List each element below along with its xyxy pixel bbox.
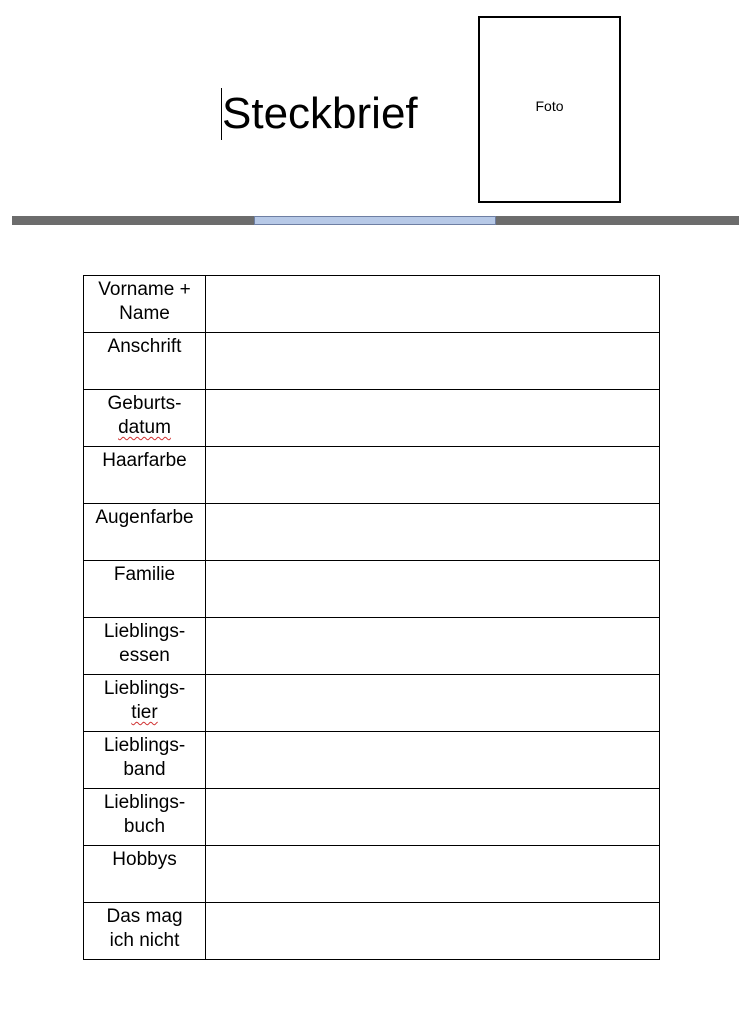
field-label-line2: buch <box>123 816 166 837</box>
field-label-cell[interactable] <box>84 447 206 504</box>
field-label-line1: Anschrift <box>107 336 182 357</box>
field-label-line1: Vorname + <box>98 279 191 300</box>
field-label-line1: Das mag <box>106 906 183 927</box>
field-value-cell[interactable] <box>206 390 660 447</box>
field-label-line1: Lieblings- <box>103 735 186 756</box>
field-value-cell[interactable] <box>206 504 660 561</box>
photo-placeholder-box[interactable] <box>478 16 621 203</box>
profile-table <box>83 275 660 960</box>
field-value-cell[interactable] <box>206 276 660 333</box>
field-label-cell[interactable] <box>84 732 206 789</box>
table-row <box>84 504 660 561</box>
page-title[interactable]: Steckbrief <box>222 89 418 138</box>
field-label-line1: Hobbys <box>112 849 177 870</box>
field-value-cell[interactable] <box>206 846 660 903</box>
table-row <box>84 903 660 960</box>
field-label-cell[interactable] <box>84 618 206 675</box>
spellcheck-underline: datum <box>118 417 171 438</box>
field-label-cell[interactable] <box>84 675 206 732</box>
field-label-line1: Lieblings- <box>103 678 186 699</box>
field-value-cell[interactable] <box>206 789 660 846</box>
field-label-cell[interactable] <box>84 789 206 846</box>
table-row <box>84 276 660 333</box>
field-label-line2: ich nicht <box>109 930 180 951</box>
field-value-cell[interactable] <box>206 732 660 789</box>
divider-selection-handle[interactable] <box>254 216 496 225</box>
field-label-cell[interactable] <box>84 903 206 960</box>
field-label-line1: Familie <box>113 564 176 585</box>
field-label-line2: band <box>123 759 166 780</box>
table-row <box>84 732 660 789</box>
table-row <box>84 846 660 903</box>
header-divider-line <box>12 216 739 225</box>
field-label-line1: Geburts- <box>107 393 182 414</box>
table-row <box>84 789 660 846</box>
table-row <box>84 618 660 675</box>
field-label-line1: Augenfarbe <box>95 507 194 528</box>
field-label-line2-misspelled <box>84 701 205 725</box>
field-label-line2: Name <box>119 303 170 324</box>
field-value-cell[interactable] <box>206 333 660 390</box>
field-label-line2-misspelled <box>84 416 205 440</box>
table-row <box>84 675 660 732</box>
spellcheck-underline: tier <box>131 702 158 723</box>
field-label-cell[interactable] <box>84 276 206 333</box>
field-label-cell[interactable] <box>84 846 206 903</box>
field-label-line1: Lieblings- <box>103 792 186 813</box>
field-value-cell[interactable] <box>206 675 660 732</box>
field-value-cell[interactable] <box>206 561 660 618</box>
field-label-line1: Haarfarbe <box>102 450 187 471</box>
table-row <box>84 390 660 447</box>
field-label-line2: essen <box>119 645 170 666</box>
field-label-cell[interactable] <box>84 504 206 561</box>
field-value-cell[interactable] <box>206 903 660 960</box>
photo-label: Foto <box>535 98 564 114</box>
field-label-cell[interactable] <box>84 561 206 618</box>
table-row <box>84 561 660 618</box>
field-value-cell[interactable] <box>206 618 660 675</box>
field-label-cell[interactable] <box>84 390 206 447</box>
field-label-line1: Lieblings- <box>103 621 186 642</box>
table-row <box>84 333 660 390</box>
field-value-cell[interactable] <box>206 447 660 504</box>
field-label-cell[interactable] <box>84 333 206 390</box>
table-row <box>84 447 660 504</box>
